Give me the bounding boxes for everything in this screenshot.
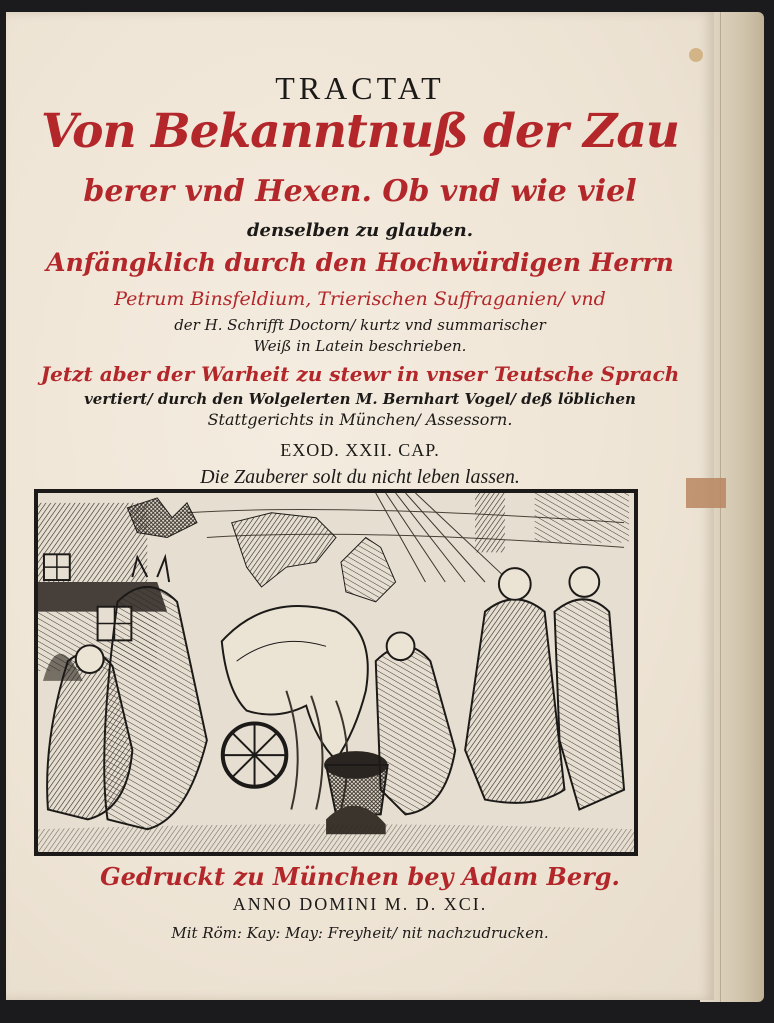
title-line-1: Von Bekanntnuß der Zau — [41, 104, 679, 159]
translation-line-3: Stattgerichts in München/ Assessorn. — [207, 410, 513, 429]
scripture-reference: EXOD. XXII. CAP. — [280, 440, 440, 460]
title-page — [6, 12, 714, 1000]
witches-sabbath-woodcut-icon — [38, 493, 634, 852]
author-name: Petrum Binsfeldium, Trierischen Suffraganien/ vnd — [114, 288, 606, 310]
title-line-2: berer vnd Hexen. Ob vnd wie viel — [83, 174, 637, 209]
printer-imprint: Gedruckt zu München bey Adam Berg. — [100, 862, 620, 891]
translation-line-2: vertiert/ durch den Wolgelerten M. Bernhart Vogel/ deß löblichen — [84, 390, 636, 408]
woodcut-illustration — [34, 489, 638, 856]
scripture-quote: Die Zauberer solt du nicht leben lassen. — [200, 466, 520, 488]
tape-stain — [686, 478, 726, 508]
translation-line-1: Jetzt aber der Warheit zu stewr in vnser Teutsche Sprach — [40, 362, 680, 386]
title-line-3: denselben zu glauben. — [246, 220, 474, 241]
author-intro: Anfängklich durch den Hochwürdigen Herrn — [46, 248, 674, 277]
author-latin: Weiß in Latein beschrieben. — [253, 337, 467, 355]
author-title: der H. Schrifft Doctorn/ kurtz vnd summarischer — [174, 316, 546, 334]
privilege-notice: Mit Röm: Kay: May: Freyheit/ nit nachzudrucken. — [171, 924, 549, 942]
publication-year: ANNO DOMINI M. D. XCI. — [232, 894, 488, 914]
tractat-heading: TRACTAT — [275, 70, 445, 106]
paper-stain — [689, 48, 703, 62]
